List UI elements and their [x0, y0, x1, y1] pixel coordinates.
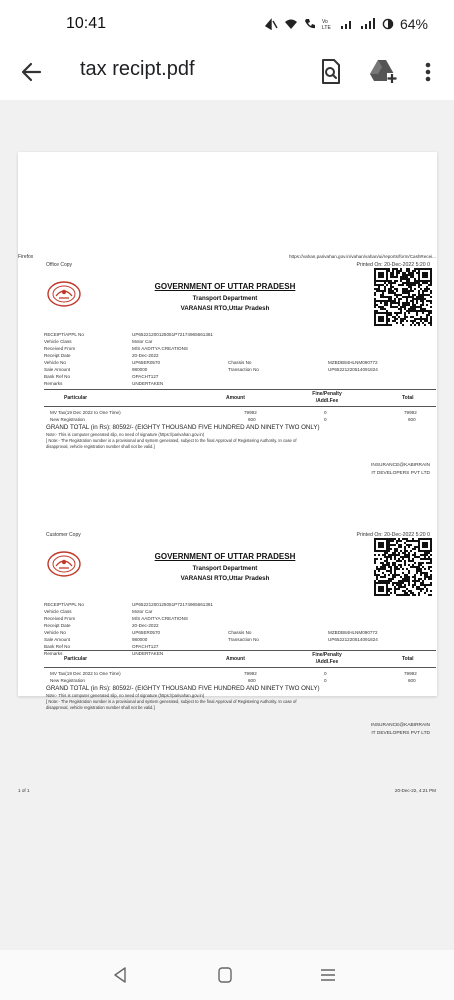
field-value: UP65221220514091824	[328, 367, 378, 372]
field-label: Sale Amount	[44, 637, 71, 642]
rto-office: VARANASI RTO,Uttar Pradesh	[180, 305, 270, 312]
printed-on: Printed On: 20-Dec-2022 5:20 0	[356, 262, 430, 268]
field-value: Motor Car	[132, 339, 153, 344]
qr-code	[374, 268, 432, 326]
printed-on: Printed On: 20-Dec-2022 5:20 0	[356, 532, 430, 538]
cell-total: 600	[408, 417, 416, 422]
field-label: Receipt Date	[44, 353, 71, 358]
field-value: Motor Car	[132, 609, 153, 614]
field-label: Vehicle No	[44, 360, 66, 365]
insurance-line: IT DEVELOPERS PVT LTD	[371, 471, 430, 476]
volte-icon	[322, 18, 334, 30]
nav-back-icon[interactable]	[112, 966, 128, 984]
wifi-icon	[284, 18, 298, 30]
field-value: UP65ER0570	[132, 630, 161, 635]
field-value: MZBDB84HLNM090772	[328, 360, 378, 365]
note-registration: [ Note:- The Registration number is a provisional and system generated, subject to the final Approval of Registering Authority. In case of	[46, 438, 297, 443]
nav-recents-icon[interactable]	[320, 968, 336, 982]
cell-fine: 0	[324, 410, 327, 415]
cell-particular: MV Tax(19 Dec 2022 to One Time)	[50, 410, 121, 415]
field-value: UNDERTAKEN	[132, 381, 164, 386]
field-label: RECEIPT/APPL No	[44, 602, 84, 607]
cell-particular: New Registration	[50, 417, 85, 422]
col-amount: Amount	[226, 656, 245, 662]
info-row	[44, 332, 436, 339]
document-title: tax recipt.pdf	[80, 58, 195, 80]
page-footer-left: 1 of 1	[18, 788, 30, 793]
info-row	[44, 339, 436, 346]
mute-icon	[264, 18, 278, 30]
col-total: Total	[402, 656, 414, 662]
field-label: Remarks	[44, 381, 63, 386]
fee-table-header	[44, 650, 436, 668]
rto-office: VARANASI RTO,Uttar Pradesh	[180, 575, 270, 582]
info-row	[44, 374, 436, 381]
copy-label: Office Copy	[46, 262, 73, 268]
field-label: Received From	[44, 616, 76, 621]
info-row	[44, 623, 436, 630]
field-label: Chassis No	[228, 630, 252, 635]
field-label: Vehicle Class	[44, 339, 72, 344]
cell-amount: 600	[248, 417, 256, 422]
call-icon	[304, 18, 316, 30]
cell-amount: 79992	[244, 671, 257, 676]
status-time: 10:41	[66, 15, 107, 32]
cell-particular: New Registration	[50, 678, 85, 683]
info-row	[44, 367, 436, 374]
field-value: UP65221220514091824	[328, 637, 378, 642]
office-copy	[44, 262, 436, 512]
insurance-info	[371, 462, 430, 478]
field-value: UP65221200125051P72174965661361	[132, 602, 213, 607]
field-value: UP65ER0570	[132, 360, 161, 365]
insurance-info	[371, 722, 430, 738]
cell-total: 600	[408, 678, 416, 683]
field-label: RECEIPT/APPL No	[44, 332, 84, 337]
field-value: OPACHT127	[132, 374, 159, 379]
field-label: Bank Ref No	[44, 374, 71, 379]
field-label: Sale Amount	[44, 367, 71, 372]
info-row	[44, 637, 436, 644]
field-value: OPACHT127	[132, 644, 159, 649]
grand-total: GRAND TOTAL (in Rs): 80592/- (EIGHTY THOUSAND FIVE HUNDRED AND NINETY TWO ONLY)	[46, 685, 320, 692]
note-registration: [ Note:- The Registration number is a provisional and system generated, subject to the final Approval of Registering Authority. In case of	[46, 699, 297, 704]
field-label: Transaction No	[228, 637, 259, 642]
insurance-line: IT DEVELOPERS PVT LTD	[371, 731, 430, 736]
grand-total: GRAND TOTAL (in Rs): 80592/- (EIGHTY THOUSAND FIVE HUNDRED AND NINETY TWO ONLY)	[46, 424, 320, 431]
field-value: MZBDB84HLNM090772	[328, 630, 378, 635]
note-disapproval: disapproval, vehicle registration number shall not be valid.]	[46, 444, 155, 449]
cell-amount: 79992	[244, 410, 257, 415]
department: Transport Department	[192, 565, 258, 572]
col-particular: Particular	[64, 395, 88, 401]
signal-icon	[360, 18, 376, 30]
col-fine: Fine/Penalty /Addl.Fee	[312, 391, 342, 404]
info-row	[44, 360, 436, 367]
signal-icon	[340, 18, 354, 30]
info-row	[44, 616, 436, 623]
system-nav-bar	[0, 950, 454, 1000]
info-row	[44, 602, 436, 609]
cell-total: 79992	[404, 671, 417, 676]
cell-total: 79992	[404, 410, 417, 415]
col-amount: Amount	[226, 395, 245, 401]
drive-add-icon[interactable]	[368, 56, 398, 86]
battery-icon	[382, 18, 394, 30]
cell-fine: 0	[324, 671, 327, 676]
table-row	[44, 678, 436, 685]
field-label: Receipt Date	[44, 623, 71, 628]
search-doc-icon[interactable]	[318, 58, 344, 86]
field-label: Received From	[44, 346, 76, 351]
more-vert-icon[interactable]	[418, 58, 438, 86]
status-icons	[264, 16, 428, 32]
col-particular: Particular	[64, 656, 88, 662]
cell-amount: 600	[248, 678, 256, 683]
copy-label: Customer Copy	[46, 532, 81, 538]
department: Transport Department	[192, 295, 258, 302]
note-disapproval: disapproval, vehicle registration number shall not be valid.]	[46, 705, 155, 710]
col-fine: Fine/Penalty /Addl.Fee	[312, 652, 342, 665]
up-emblem-logo	[46, 550, 82, 578]
field-label: Chassis No	[228, 360, 252, 365]
note-computer-generated: Note:- This is computer generated slip, no need of signature (https://parivahan.gov.in)	[46, 432, 205, 437]
insurance-line: INSURANCE@KABIRRAIN	[371, 723, 430, 728]
pdf-page[interactable]	[18, 152, 437, 736]
info-row	[44, 609, 436, 616]
fee-table-header	[44, 389, 436, 407]
field-label: Remarks	[44, 651, 63, 656]
info-row	[44, 353, 436, 360]
customer-copy	[44, 532, 436, 782]
note-computer-generated: Note:- This is computer generated slip, no need of signature (https://parivahan.gov.in)	[46, 693, 205, 698]
up-emblem-logo	[46, 280, 82, 308]
cell-fine: 0	[324, 417, 327, 422]
field-value: UP65221200125051P72174965661361	[132, 332, 213, 337]
field-value: M/S AADITYA CREATIONS	[132, 346, 188, 351]
cell-particular: MV Tax(19 Dec 2022 to One Time)	[50, 671, 121, 676]
back-arrow-icon[interactable]	[18, 58, 46, 86]
cell-fine: 0	[324, 678, 327, 683]
field-value: M/S AADITYA CREATIONS	[132, 616, 188, 621]
field-value: 20-Dec-2022	[132, 623, 159, 628]
field-label: Transaction No	[228, 367, 259, 372]
gov-title: GOVERNMENT OF UTTAR PRADESH	[154, 552, 296, 561]
nav-home-icon[interactable]	[218, 967, 232, 983]
info-row	[44, 630, 436, 637]
info-row	[44, 346, 436, 353]
field-value: 980000	[132, 637, 148, 642]
table-row	[44, 671, 436, 678]
gov-title: GOVERNMENT OF UTTAR PRADESH	[154, 282, 296, 291]
field-value: 980000	[132, 367, 148, 372]
table-row	[44, 410, 436, 417]
page-footer-right: 20-Dec-22, 4:21 PM	[394, 788, 436, 793]
insurance-line: INSURANCE@KABIRRAIN	[371, 463, 430, 468]
field-value: UNDERTAKEN	[132, 651, 164, 656]
app-bar	[0, 48, 454, 100]
browser-header-left: Firefox	[18, 254, 34, 260]
battery-percent: 64%	[399, 16, 428, 32]
col-total: Total	[402, 395, 414, 401]
browser-header-url: https://vahan.parivahan.gov.in/vahan/vahan/ui/reports/form/CashRecei...	[289, 254, 436, 259]
field-label: Vehicle No	[44, 630, 66, 635]
field-label: Bank Ref No	[44, 644, 71, 649]
field-value: 20-Dec-2022	[132, 353, 159, 358]
svg-text:Vo: Vo	[321, 19, 328, 25]
qr-code	[374, 538, 432, 596]
status-bar	[0, 0, 454, 48]
svg-text:LTE: LTE	[321, 25, 331, 30]
field-label: Vehicle Class	[44, 609, 72, 614]
table-row	[44, 417, 436, 424]
info-row	[44, 381, 436, 388]
